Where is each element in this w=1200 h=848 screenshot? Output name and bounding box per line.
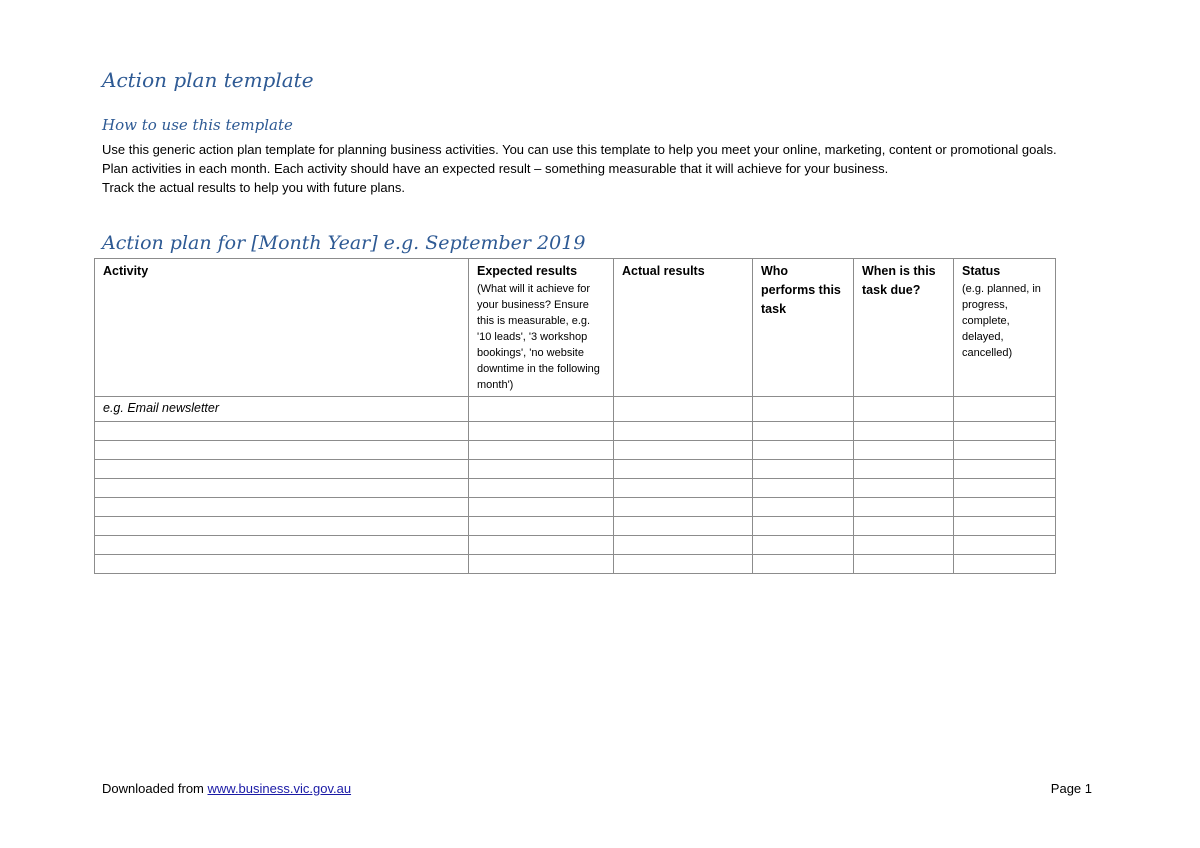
table-cell[interactable] [854, 479, 954, 498]
table-cell[interactable] [614, 422, 753, 441]
table-cell[interactable] [469, 460, 614, 479]
table-cell[interactable] [95, 498, 469, 517]
column-header-hint: (e.g. planned, in progress, complete, delayed, cancelled) [962, 283, 1041, 359]
table-row [95, 441, 1056, 460]
table-cell[interactable] [954, 460, 1056, 479]
how-to-heading: How to use this template [102, 116, 293, 134]
column-header [95, 259, 469, 397]
table-cell[interactable] [753, 397, 854, 422]
table-cell[interactable] [854, 441, 954, 460]
column-header-label: Expected results [477, 264, 578, 278]
table-cell[interactable] [614, 498, 753, 517]
table-cell[interactable] [95, 441, 469, 460]
table-row [95, 498, 1056, 517]
footer-link[interactable]: www.business.vic.gov.au [207, 781, 352, 796]
table-cell[interactable] [469, 555, 614, 574]
table-cell[interactable] [954, 397, 1056, 422]
table-cell[interactable] [614, 517, 753, 536]
table-row [95, 422, 1056, 441]
intro-paragraph: Use this generic action plan template for planning business activities. You can use this template to help you meet your online, marketing, content or promotional goals. [102, 142, 1057, 157]
intro-paragraph: Track the actual results to help you with future plans. [102, 180, 406, 195]
intro-text [102, 140, 1062, 197]
column-header [954, 259, 1056, 397]
table-cell[interactable] [469, 397, 614, 422]
column-header-hint: (What will it achieve for your business? Ensure this is measurable, e.g. '10 leads', '3 workshop bookings', 'no website downtime in the following month') [477, 283, 600, 391]
page-number: Page 1 [1050, 781, 1092, 796]
table-cell[interactable] [954, 422, 1056, 441]
table-cell[interactable] [854, 555, 954, 574]
footer-source [102, 781, 351, 796]
table-cell[interactable] [753, 555, 854, 574]
column-header [469, 259, 614, 397]
table-cell[interactable] [614, 555, 753, 574]
column-header-label: When is this task due? [862, 264, 936, 297]
table-cell[interactable] [95, 479, 469, 498]
table-cell[interactable] [854, 422, 954, 441]
table-cell[interactable] [614, 460, 753, 479]
intro-paragraph: Plan activities in each month. Each activity should have an expected result – something measurable that it will achieve for your business. [102, 161, 889, 176]
table-row [95, 460, 1056, 479]
plan-heading: Action plan for [Month Year] e.g. September 2019 [102, 232, 586, 254]
table-cell[interactable] [753, 460, 854, 479]
table-cell[interactable] [854, 517, 954, 536]
column-header-label: Who performs this task [761, 264, 841, 316]
table-cell[interactable] [469, 479, 614, 498]
table-cell[interactable] [753, 422, 854, 441]
table-cell[interactable] [614, 479, 753, 498]
table-cell[interactable] [954, 441, 1056, 460]
action-plan-table [94, 258, 1056, 574]
table-cell[interactable] [469, 441, 614, 460]
table-cell[interactable] [854, 498, 954, 517]
column-header-label: Status [962, 264, 1001, 278]
table-cell[interactable] [854, 397, 954, 422]
table-cell[interactable] [954, 536, 1056, 555]
table-cell[interactable] [954, 479, 1056, 498]
table-cell[interactable] [614, 536, 753, 555]
column-header-label: Actual results [622, 264, 705, 278]
table-row [95, 517, 1056, 536]
column-header [854, 259, 954, 397]
table-row [95, 555, 1056, 574]
table-cell[interactable] [95, 517, 469, 536]
table-cell[interactable] [954, 555, 1056, 574]
table-cell[interactable] [753, 536, 854, 555]
page-title: Action plan template [102, 68, 314, 92]
table-cell[interactable] [854, 536, 954, 555]
table-cell[interactable] [95, 460, 469, 479]
table-header-row [95, 259, 1056, 397]
table-cell[interactable] [753, 479, 854, 498]
table-cell[interactable] [469, 422, 614, 441]
column-header [753, 259, 854, 397]
table-cell[interactable] [469, 498, 614, 517]
table-cell[interactable] [614, 397, 753, 422]
table-cell[interactable] [954, 498, 1056, 517]
column-header-label: Activity [103, 264, 149, 278]
table-cell[interactable] [95, 536, 469, 555]
table-row [95, 397, 1056, 422]
table-cell[interactable] [753, 498, 854, 517]
footer-prefix: Downloaded from [102, 781, 208, 796]
table-row [95, 536, 1056, 555]
table-cell[interactable] [614, 441, 753, 460]
table-row [95, 479, 1056, 498]
table-cell[interactable] [469, 536, 614, 555]
table-cell[interactable]: e.g. Email newsletter [95, 397, 469, 422]
table-cell[interactable] [854, 460, 954, 479]
table-cell[interactable] [469, 517, 614, 536]
table-cell[interactable] [95, 422, 469, 441]
table-cell[interactable] [95, 555, 469, 574]
table-cell[interactable] [753, 517, 854, 536]
table-cell[interactable] [954, 517, 1056, 536]
table-body [95, 397, 1056, 574]
table-cell[interactable] [753, 441, 854, 460]
column-header [614, 259, 753, 397]
